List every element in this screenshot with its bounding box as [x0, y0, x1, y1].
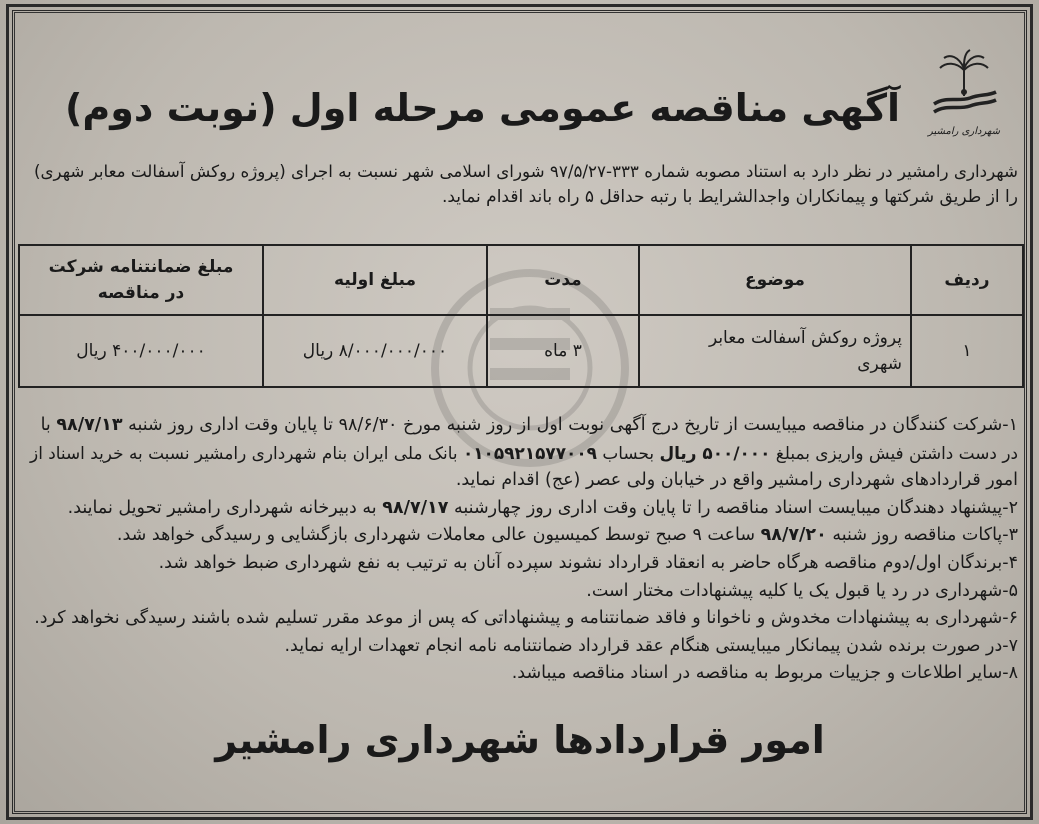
condition-item: ۵-شهرداری در رد یا قبول یک یا کلیه پیشنهادات مختار است.	[586, 580, 1018, 601]
conditions-list	[18, 412, 1018, 688]
cell-row-number: ۱	[911, 315, 1023, 387]
col-header-row-number: ردیف	[911, 245, 1023, 315]
guarantee-header-line: در مناقصه	[97, 283, 185, 303]
logo-caption: شهرداری رامشیر	[928, 126, 1000, 137]
condition-account-number: ۰۱۰۵۹۲۱۵۷۷۰۰۹	[462, 442, 597, 463]
col-header-initial-amount: مبلغ اولیه	[263, 245, 487, 315]
intro-line: را از طریق شرکتها و پیمانکاران واجدالشرایط با رتبه حداقل ۵ راه باند اقدام نماید.	[441, 187, 1018, 207]
condition-date: ۹۸/۷/۱۳	[56, 415, 123, 435]
condition-item: ۴-برندگان اول/دوم مناقصه هرگاه حاضر به انعقاد قرارداد نشوند سپرده آنان به ترتیب به نفع شهرداری ضبط خواهد شد.	[158, 552, 1018, 573]
condition-item	[18, 522, 1018, 550]
condition-text: با	[40, 415, 57, 435]
condition-text: ۳-پاکات مناقصه روز شنبه	[826, 525, 1018, 546]
condition-item: ۸-سایر اطلاعات و جزییات مربوط به مناقصه در اسناد مناقصه میباشد.	[511, 663, 1018, 684]
condition-item: امور قراردادهای شهرداری رامشیر واقع در خیابان ولی عصر (عج) اقدام نماید.	[455, 470, 1018, 491]
col-header-duration: مدت	[487, 245, 639, 315]
condition-text: به دبیرخانه شهرداری رامشیر تحویل نمایند.	[67, 497, 383, 518]
condition-item	[18, 495, 1018, 523]
condition-text: ۱-شرکت کنندگان در مناقصه میبایست از تاریخ درج آگهی نوبت اول از روز شنبه مورخ ۹۸/۶/۳۰ تا پایان وقت اداری روز شنبه	[122, 415, 1018, 435]
subject-line: شهری	[857, 354, 902, 374]
condition-item: ۷-در صورت برنده شدن پیمانکار میبایستی هنگام عقد قرارداد ضمانتنامه نامه انجام تعهدات ارایه نماید.	[284, 635, 1018, 656]
col-header-subject: موضوع	[639, 245, 911, 315]
condition-text: ساعت ۹ صبح توسط کمیسیون عالی معاملات شهرداری بازگشایی و رسیدگی خواهد شد.	[116, 525, 761, 546]
page-title: آگهی مناقصه عمومی مرحله اول (نوبت دوم)	[65, 86, 900, 130]
condition-item	[18, 440, 1018, 468]
cell-guarantee: ۴۰۰/۰۰۰/۰۰۰ ریال	[19, 315, 263, 387]
table-header-row	[19, 245, 1023, 315]
guarantee-header-line: مبلغ ضمانتنامه شرکت	[48, 257, 234, 277]
cell-subject	[639, 315, 911, 387]
cell-duration: ۳ ماه	[487, 315, 639, 387]
condition-amount: ۵۰۰/۰۰۰ ریال	[659, 442, 771, 463]
condition-text: ۲-پیشنهاد دهندگان میبایست اسناد مناقصه را تا پایان وقت اداری روز چهارشنبه	[448, 497, 1018, 518]
tender-table	[18, 244, 1024, 388]
footer-signature: امور قراردادها شهرداری رامشیر	[215, 718, 825, 762]
subject-line: پروژه روکش آسفالت معابر	[708, 328, 902, 348]
condition-text: بانک ملی ایران بنام شهرداری رامشیر نسبت به خرید اسناد از	[30, 442, 463, 463]
cell-initial-amount: ۸/۰۰۰/۰۰۰/۰۰۰ ریال	[263, 315, 487, 387]
table-row	[19, 315, 1023, 387]
condition-date: ۹۸/۷/۲۰	[760, 525, 827, 546]
condition-text: در دست داشتن فیش واریزی بمبلغ	[770, 442, 1018, 463]
condition-item: ۶-شهرداری به پیشنهادات مخدوش و ناخوانا و فاقد ضمانتنامه و پیشنهاداتی که پس از موعد مقرر تسلیم شده باشند رسیدگی نخواهد کرد.	[34, 608, 1018, 629]
col-header-guarantee	[19, 245, 263, 315]
condition-text: بحساب	[596, 442, 660, 463]
condition-item	[18, 412, 1018, 440]
intro-paragraph	[18, 158, 1018, 210]
intro-line: شهرداری رامشیر در نظر دارد به استناد مصوبه شماره ۳۳۳-۹۷/۵/۲۷ شورای اسلامی شهر نسبت به اجرای (پروژه روکش آسفالت معابر شهری)	[33, 161, 1018, 181]
condition-date: ۹۸/۷/۱۷	[382, 497, 449, 518]
